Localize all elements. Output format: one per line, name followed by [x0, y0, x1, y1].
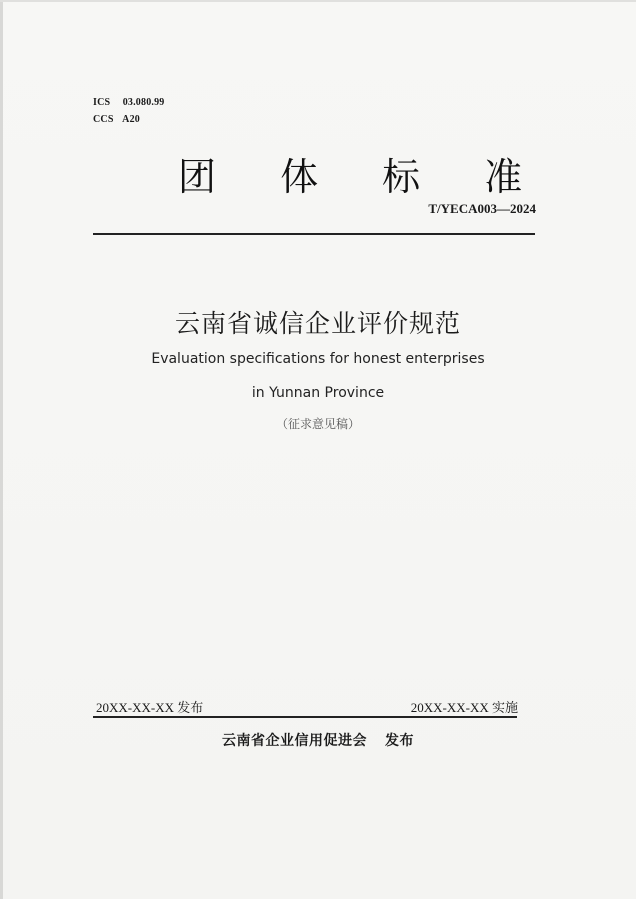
draft-note: （征求意见稿） — [275, 417, 360, 431]
title-english-line2: in Yunnan Province — [251, 385, 385, 401]
title-english-line1: Evaluation specifications for honest enterprises — [151, 351, 485, 367]
ics-code — [93, 97, 165, 108]
header-divider — [93, 233, 535, 235]
footer-divider — [93, 716, 517, 718]
scan-edge-top — [0, 0, 636, 2]
ccs-label: CCS — [93, 114, 114, 125]
ccs-code — [93, 114, 140, 125]
publisher-name: 云南省企业信用促进会 — [222, 733, 367, 749]
ics-label: ICS — [93, 97, 111, 108]
title-chinese: 云南省诚信企业评价规范 — [174, 309, 461, 338]
document-type-heading: 团 体 标 准 — [178, 155, 549, 199]
publisher-action: 发布 — [385, 733, 414, 749]
publisher — [0, 730, 636, 750]
implementation-date: 20XX-XX-XX 实施 — [410, 700, 518, 715]
ccs-value: A20 — [122, 114, 140, 125]
scan-edge-left — [0, 0, 3, 899]
standard-number: T/YECA003—2024 — [428, 201, 536, 216]
issue-date: 20XX-XX-XX 发布 — [96, 700, 204, 715]
ics-value: 03.080.99 — [122, 97, 165, 108]
